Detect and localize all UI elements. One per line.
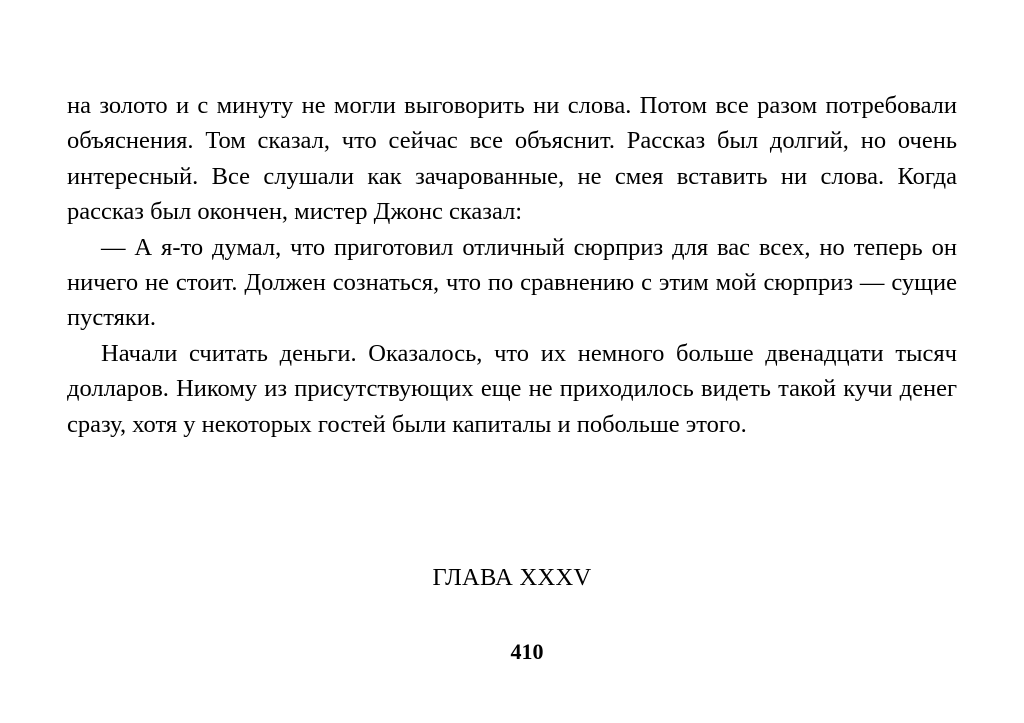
paragraph-3: Начали считать деньги. Оказалось, что их немного больше двенадцати тысяч долларов. Никому из присутствующих еще не приходилось видеть такой кучи денег сразу, хотя у некоторых гостей были капиталы и побольше этого. (67, 339, 957, 438)
chapter-heading: ГЛАВА XXXV (432, 564, 592, 591)
body-text (67, 88, 957, 442)
page-number: 410 (510, 639, 544, 664)
paragraph-2: — А я-то думал, что приготовил отличный сюрприз для вас всех, но теперь он ничего не стоит. Должен сознаться, что по сравнению с этим мой сюрприз — сущие пустяки. (67, 233, 957, 332)
paragraph-1: на золото и с минуту не могли выговорить ни слова. Потом все разом потребовали объяснения. Том сказал, что сейчас все объяснит. Рассказ был долгий, но очень интересный. Все слушали как зачарованные, не смея вставить ни слова. Когда рассказ был окончен, мистер Джонс сказал: (67, 92, 957, 226)
